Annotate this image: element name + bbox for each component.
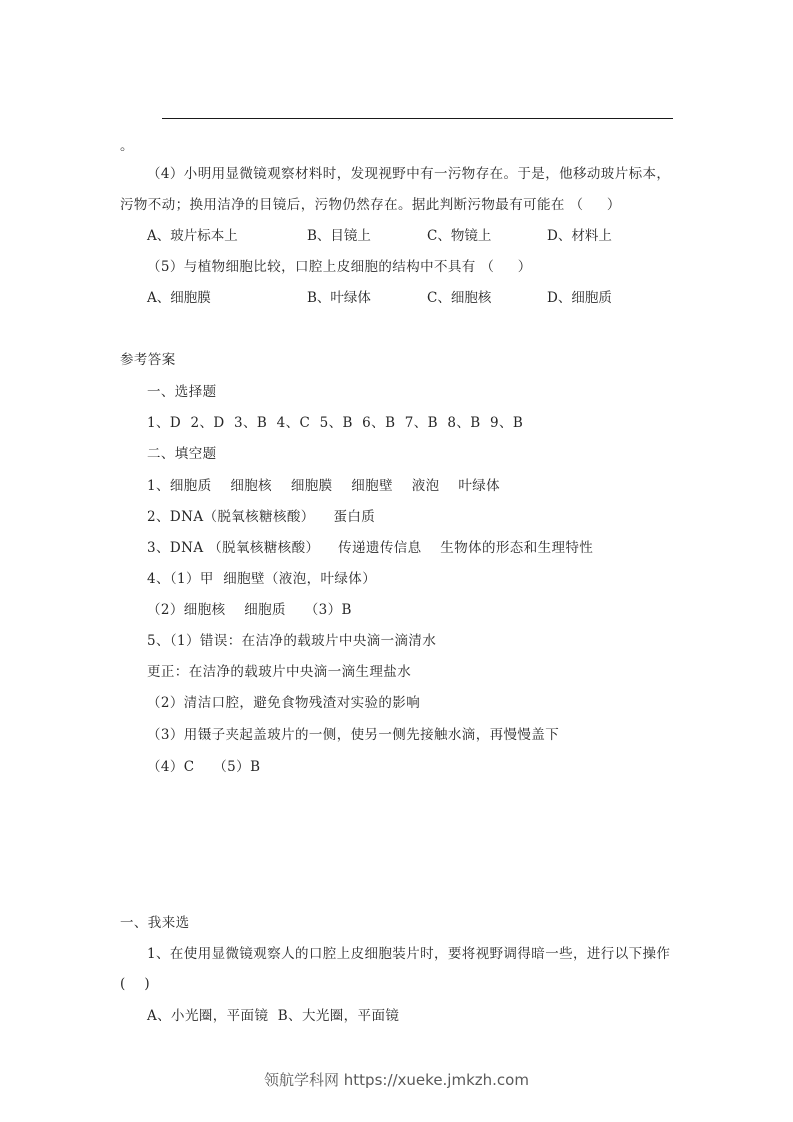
answers-section1-heading: 一、选择题 (147, 384, 217, 400)
q4-option-b: B、目镜上 (307, 228, 371, 244)
q5-option-d: D、细胞质 (547, 290, 612, 306)
answer-line: 3、DNA （脱氧核糖核酸） 传递遗传信息 生物体的形态和生理特性 (147, 540, 594, 556)
answer-line: （2）清洁口腔，避免食物残渣对实验的影响 (147, 695, 421, 711)
answer-line: （2）细胞核 细胞质 （3）B (147, 602, 352, 618)
answer-line: 更正：在洁净的载玻片中央滴一滴生理盐水 (147, 664, 412, 680)
answer-line: 2、DNA（脱氧核糖核酸） 蛋白质 (147, 509, 376, 525)
answers-section2-heading: 二、填空题 (147, 446, 217, 462)
q5-stem: （5）与植物细胞比较，口腔上皮细胞的结构中不具有 （ ） (147, 259, 532, 275)
next-section-heading: 一、我来选 (120, 915, 190, 931)
answer-line: （4）C （5）B (147, 759, 261, 775)
next-q1-stem-line1: 1、在使用显微镜观察人的口腔上皮细胞装片时，要将视野调得暗一些，进行以下操作 (147, 946, 671, 962)
answer-line: 4、（1）甲 细胞壁（液泡，叶绿体） (147, 571, 377, 587)
q5-option-a: A、细胞膜 (147, 290, 211, 306)
q5-option-c: C、细胞核 (427, 290, 492, 306)
q4-stem-line1: （4）小明用显微镜观察材料时，发现视野中有一污物存在。于是，他移动玻片标本， (147, 166, 671, 182)
answers-title: 参考答案 (120, 352, 176, 368)
trailing-period: 。 (120, 138, 134, 154)
q4-option-d: D、材料上 (547, 228, 612, 244)
footer-watermark: 领航学科网 https://xueke.jmkzh.com (264, 1071, 529, 1089)
answer-blank-underline (162, 118, 673, 119)
answer-line: 5、（1）错误：在洁净的载玻片中央滴一滴清水 (147, 633, 437, 649)
answers-section1-choices: 1、D 2、D 3、B 4、C 5、B 6、B 7、B 8、B 9、B (147, 415, 524, 431)
q4-option-c: C、物镜上 (427, 228, 492, 244)
q5-option-b: B、叶绿体 (307, 290, 371, 306)
q4-option-a: A、玻片标本上 (147, 228, 238, 244)
answer-line: 1、细胞质 细胞核 细胞膜 细胞壁 液泡 叶绿体 (147, 478, 501, 494)
next-q1-options: A、小光圈，平面镜 B、大光圈，平面镜 (147, 1008, 400, 1024)
next-q1-stem-line2: ( ) (120, 976, 151, 992)
q4-stem-line2: 污物不动；换用洁净的目镜后，污物仍然存在。据此判断污物最有可能在 （ ） (120, 197, 621, 213)
answer-line: （3）用镊子夹起盖玻片的一侧，使另一侧先接触水滴，再慢慢盖下 (147, 727, 560, 743)
